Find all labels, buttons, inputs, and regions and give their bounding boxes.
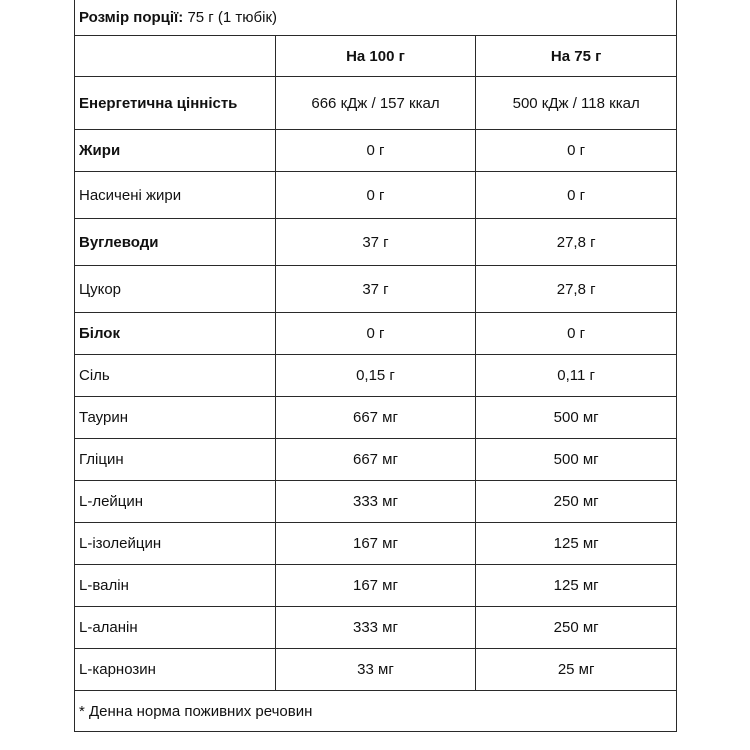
value-per-100g: 167 мг (275, 523, 476, 565)
value-per-75g: 0,11 г (476, 355, 677, 397)
table-row (75, 481, 677, 523)
nutrient-name: Гліцин (75, 439, 276, 481)
value-per-100g: 33 мг (275, 649, 476, 691)
nutrient-name: L-аланін (75, 607, 276, 649)
value-per-75g: 27,8 г (476, 266, 677, 313)
serving-size-label: Розмір порції: (79, 9, 184, 26)
value-per-75g: 25 мг (476, 649, 677, 691)
value-per-100g: 0,15 г (275, 355, 476, 397)
value-per-75g: 125 мг (476, 523, 677, 565)
serving-size-value: 75 г (1 тюбік) (187, 9, 278, 26)
table-row (75, 397, 677, 439)
nutrient-name: Цукор (75, 266, 276, 313)
table-row (75, 523, 677, 565)
nutrient-name: Насичені жири (75, 172, 276, 219)
table-row (75, 130, 677, 172)
value-per-75g: 0 г (476, 130, 677, 172)
nutrient-name: L-валін (75, 565, 276, 607)
value-per-100g: 666 кДж / 157 ккал (275, 77, 476, 130)
value-per-100g: 0 г (275, 130, 476, 172)
value-per-75g: 250 мг (476, 481, 677, 523)
footnote: * Денна норма поживних речовин (75, 691, 677, 732)
value-per-100g: 667 мг (275, 397, 476, 439)
value-per-100g: 37 г (275, 266, 476, 313)
nutrient-name: Енергетична цінність (75, 77, 276, 130)
table-row (75, 77, 677, 130)
table-row (75, 565, 677, 607)
nutrient-name: Сіль (75, 355, 276, 397)
column-header-per-100g: На 100 г (275, 36, 476, 77)
nutrient-name: L-ізолейцин (75, 523, 276, 565)
serving-size-row (75, 0, 677, 36)
value-per-75g: 250 мг (476, 607, 677, 649)
column-header-name (75, 36, 276, 77)
column-header-per-75g: На 75 г (476, 36, 677, 77)
column-header-row (75, 36, 677, 77)
table-row (75, 313, 677, 355)
value-per-100g: 0 г (275, 313, 476, 355)
value-per-75g: 125 мг (476, 565, 677, 607)
table-row (75, 649, 677, 691)
footnote-row (75, 691, 677, 732)
value-per-75g: 0 г (476, 172, 677, 219)
nutrition-facts-sheet (74, 0, 676, 750)
value-per-100g: 667 мг (275, 439, 476, 481)
table-row (75, 607, 677, 649)
value-per-75g: 500 мг (476, 397, 677, 439)
table-row (75, 266, 677, 313)
value-per-100g: 167 мг (275, 565, 476, 607)
value-per-75g: 27,8 г (476, 219, 677, 266)
nutrition-table (74, 0, 677, 732)
serving-size-cell (75, 0, 677, 36)
value-per-100g: 333 мг (275, 481, 476, 523)
nutrient-name: L-лейцин (75, 481, 276, 523)
table-row (75, 219, 677, 266)
value-per-75g: 0 г (476, 313, 677, 355)
nutrient-name: Білок (75, 313, 276, 355)
value-per-75g: 500 мг (476, 439, 677, 481)
nutrient-name: Таурин (75, 397, 276, 439)
table-row (75, 172, 677, 219)
table-row (75, 439, 677, 481)
nutrient-name: L-карнозин (75, 649, 276, 691)
value-per-100g: 37 г (275, 219, 476, 266)
table-row (75, 355, 677, 397)
nutrient-name: Вуглеводи (75, 219, 276, 266)
value-per-100g: 0 г (275, 172, 476, 219)
value-per-100g: 333 мг (275, 607, 476, 649)
value-per-75g: 500 кДж / 118 ккал (476, 77, 677, 130)
nutrient-name: Жири (75, 130, 276, 172)
